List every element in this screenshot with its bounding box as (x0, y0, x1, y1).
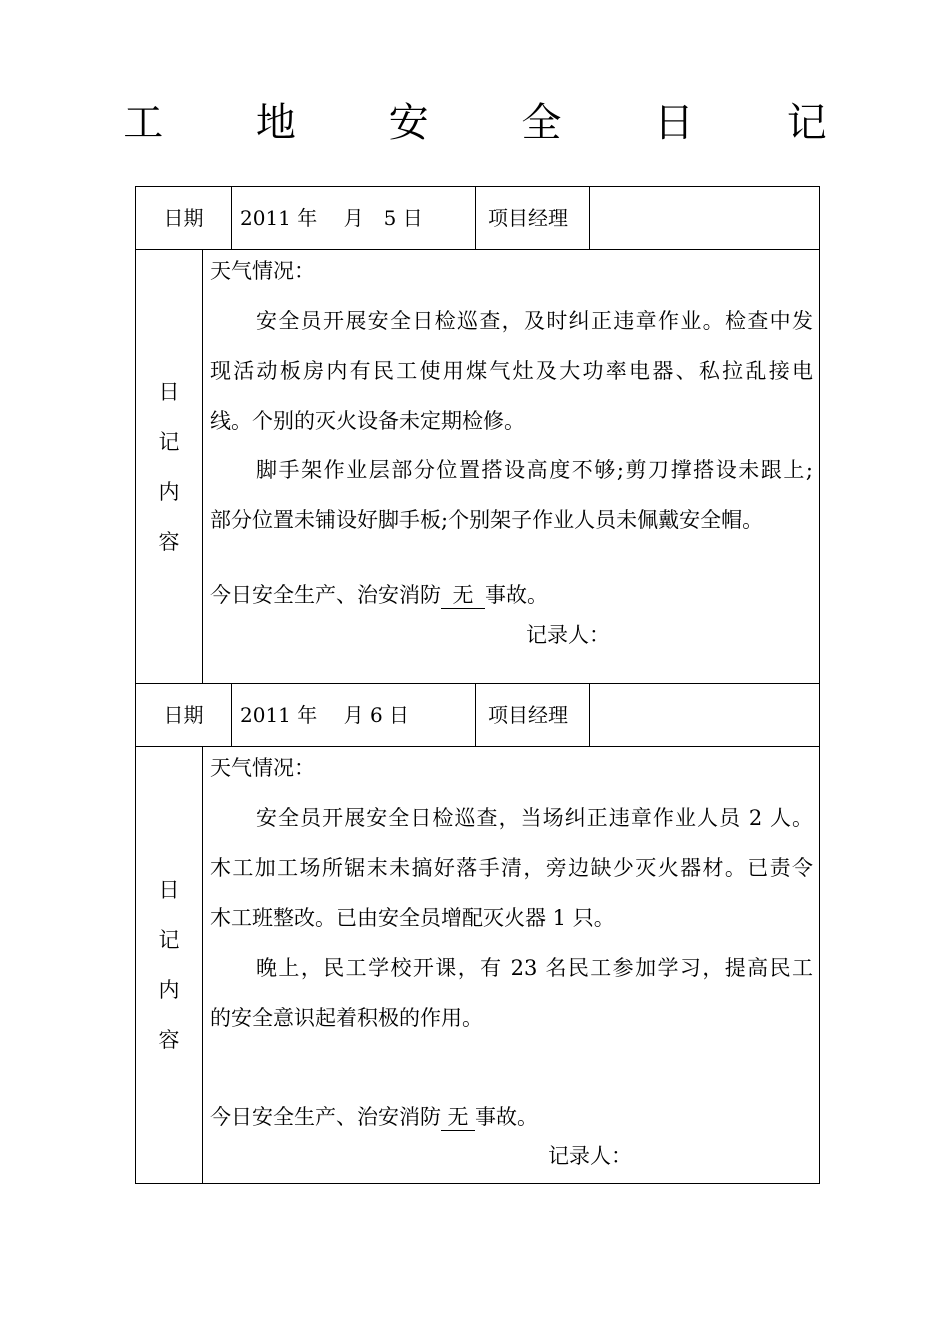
page-title: 工 地 安 全 日 记 (123, 100, 867, 146)
summary-prefix: 今日安全生产、治安消防 (210, 583, 441, 607)
project-manager-value (590, 684, 819, 746)
side-char: 日 (158, 878, 180, 902)
paragraph-line: 安全员开展安全日检巡查，及时纠正违章作业。检查中发 (256, 309, 813, 333)
weather-label: 天气情况： (210, 259, 315, 283)
side-char: 记 (158, 928, 180, 952)
entry-header-row (136, 684, 819, 747)
paragraph-line: 晚上，民工学校开课，有 23 名民工参加学习，提高民工 (256, 956, 813, 980)
project-manager-label: 项目经理 (476, 684, 590, 746)
paragraph-line: 部分位置未铺设好脚手板;个别架子作业人员未佩戴安全帽。 (210, 508, 764, 532)
summary-prefix: 今日安全生产、治安消防 (210, 1105, 441, 1129)
diary-content-label (136, 747, 203, 1183)
side-char: 内 (158, 978, 180, 1002)
side-char: 容 (158, 1028, 180, 1052)
entry-header-row (136, 187, 819, 250)
recorder-label: 记录人： (548, 1144, 632, 1168)
entry-body-row (136, 250, 819, 684)
side-char: 容 (158, 530, 180, 554)
diary-entry-1 (135, 186, 820, 684)
paragraph-line: 的安全意识起着积极的作用。 (210, 1006, 483, 1030)
side-char: 日 (158, 380, 180, 404)
project-manager-value (590, 187, 819, 249)
paragraph-line: 线。个别的灭火设备未定期检修。 (210, 409, 525, 433)
accident-summary (210, 580, 548, 610)
date-value: 2011 年 月 5 日 (232, 187, 476, 249)
summary-suffix: 事故。 (485, 583, 548, 607)
date-label: 日期 (136, 684, 232, 746)
accident-summary (210, 1102, 538, 1132)
paragraph-line: 木工加工场所锯末未搞好落手清，旁边缺少灭火器材。已责令 (210, 856, 813, 880)
side-char: 记 (158, 430, 180, 454)
summary-value: 无 (441, 582, 485, 609)
weather-label: 天气情况： (210, 756, 315, 780)
recorder-label: 记录人： (526, 623, 610, 647)
summary-suffix: 事故。 (475, 1105, 538, 1129)
entry-body-row (136, 747, 819, 1183)
date-label: 日期 (136, 187, 232, 249)
diary-entry-2 (135, 684, 820, 1184)
project-manager-label: 项目经理 (476, 187, 590, 249)
paragraph-line: 脚手架作业层部分位置搭设高度不够;剪刀撑搭设未跟上; (256, 458, 813, 482)
date-value: 2011 年 月 6 日 (232, 684, 476, 746)
summary-value: 无 (441, 1104, 475, 1131)
paragraph-line: 现活动板房内有民工使用煤气灶及大功率电器、私拉乱接电 (210, 359, 813, 383)
side-char: 内 (158, 480, 180, 504)
paragraph-line: 木工班整改。已由安全员增配灭火器 1 只。 (210, 906, 615, 930)
diary-content-label (136, 250, 203, 684)
paragraph-line: 安全员开展安全日检巡查，当场纠正违章作业人员 2 人。 (256, 806, 813, 830)
